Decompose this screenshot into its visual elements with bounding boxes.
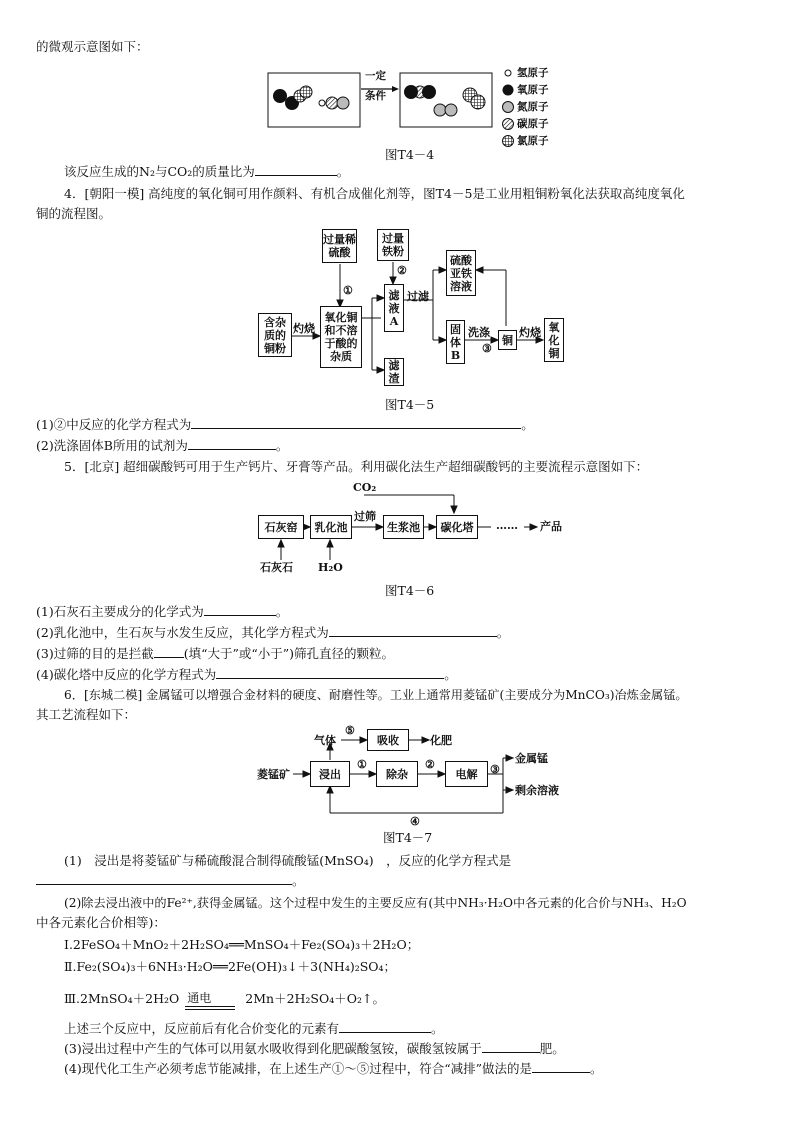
- box-excess-iron: 过量铁粉: [377, 229, 409, 261]
- equation-3: Ⅲ.2MnSO₄＋2H₂O 通电 2Mn＋2H₂SO₄＋O₂↑。: [64, 990, 385, 1008]
- box-raw-copper: 含杂质的铜粉: [258, 313, 292, 357]
- step-3: ③: [490, 763, 500, 776]
- label-ellipsis: ……: [496, 519, 518, 532]
- q6-stem-line-1: 6．[东城二模] 金属锰可以增强合金材料的硬度、耐磨性等。工业上通常用菱锰矿(主要成分为MnCO₃)冶炼金属锰。: [64, 688, 688, 702]
- label-gas: 气体: [314, 734, 336, 747]
- label-water: H₂O: [318, 561, 343, 574]
- q6-sub1-answer: 。: [36, 872, 305, 890]
- label-co2: CO₂: [353, 481, 377, 494]
- box-feso4-solution: 硫酸亚铁溶液: [446, 250, 476, 296]
- label-sieve: 过筛: [354, 510, 376, 523]
- arrow-label-bottom: 条件: [365, 90, 386, 102]
- label-burn-2: 灼烧: [519, 326, 541, 339]
- q6-sub2-question: 上述三个反应中，反应前后有化合价变化的元素有 。: [64, 1021, 444, 1036]
- figure-caption: 图T4－7: [383, 830, 433, 845]
- q6-sub3: (3)浸出过程中产生的气体可以用氨水吸收得到化肥碳酸氢铵，碳酸氢铵属于 肥。: [64, 1041, 565, 1056]
- box-slurry-tank: 生浆池: [383, 515, 424, 539]
- q6-sub1: (1) 浸出是将菱锰矿与稀硫酸混合制得硫酸锰(MnSO₄) ，反应的化学方程式是: [64, 853, 512, 868]
- step-1: ①: [343, 284, 353, 297]
- figure-caption: 图T4－6: [385, 583, 435, 598]
- step-3: ③: [482, 342, 492, 355]
- step-5: ⑤: [345, 724, 355, 737]
- step-4: ④: [410, 815, 420, 828]
- box-slaking-tank: 乳化池: [310, 515, 352, 539]
- box-carbonation-tower: 碳化塔: [436, 515, 478, 539]
- box-filtrate-a: 滤液A: [384, 284, 404, 332]
- label-ore: 菱锰矿: [257, 768, 290, 781]
- intro-line: 的微观示意图如下：: [36, 39, 149, 54]
- step-2: ②: [425, 758, 435, 771]
- arrow-label-top: 一定: [365, 70, 386, 82]
- answer-blank: [482, 1040, 540, 1053]
- box-absorb: 吸收: [367, 729, 409, 751]
- label-wash: 洗涤: [468, 326, 490, 339]
- box-lime-kiln: 石灰窑: [258, 515, 304, 539]
- legend-oxygen: 氧原子: [517, 84, 549, 96]
- legend-hydrogen: 氢原子: [517, 67, 549, 79]
- box-solid-b: 固体B: [446, 320, 465, 364]
- q6-sub2-line-1: (2)除去浸出液中的Fe²⁺,获得金属锰。这个过程中发生的主要反应有(其中NH₃·H₂O中各元素的化合价与NH₃、H₂O: [64, 896, 687, 910]
- q5-sub3: (3)过筛的目的是拦截 (填“大于”或“小于”)筛孔直径的颗粒。: [36, 646, 395, 661]
- q6-sub2-line-2: 中各元素化合价相等)：: [36, 915, 166, 930]
- q4-sub1: (1)②中反应的化学方程式为 。: [36, 417, 534, 432]
- label-burn: 灼烧: [293, 322, 315, 335]
- box-purify: 除杂: [376, 761, 418, 787]
- legend-nitrogen: 氮原子: [517, 101, 549, 113]
- label-fertilizer: 化肥: [430, 734, 452, 747]
- label-filter: 过滤: [407, 290, 429, 303]
- step-1: ①: [357, 758, 367, 771]
- figure-caption: 图T4－5: [385, 397, 435, 412]
- label-manganese: 金属锰: [515, 752, 548, 765]
- q5-sub4: (4)碳化塔中反应的化学方程式为 。: [36, 667, 457, 682]
- box-residue: 滤渣: [384, 358, 404, 386]
- q6-sub4: (4)现代化工生产必须考虑节能减排，在上述生产①～⑤过程中，符合“减排”做法的是 。: [64, 1061, 603, 1076]
- box-excess-acid: 过量稀硫酸: [322, 229, 357, 263]
- q5-sub1: (1)石灰石主要成分的化学式为 。: [36, 604, 289, 619]
- box-copper: 铜: [498, 330, 517, 350]
- label-product: 产品: [540, 520, 562, 533]
- legend-chlorine: 氯原子: [517, 135, 549, 147]
- step-2: ②: [397, 264, 407, 277]
- legend-carbon: 碳原子: [517, 118, 549, 130]
- answer-blank: [339, 1020, 431, 1033]
- q5-sub2: (2)乳化池中，生石灰与水发生反应，其化学方程式为 。: [36, 625, 510, 640]
- box-electrolysis: 电解: [445, 761, 488, 787]
- q6-stem-line-2: 其工艺流程如下：: [36, 707, 137, 722]
- answer-blank: [36, 872, 292, 885]
- q4-stem-line-1: 4．[朝阳一模] 高纯度的氧化铜可用作颜料、有机合成催化剂等，图T4－5是工业用粗铜粉氧化法获取高纯度氧化: [64, 186, 685, 201]
- box-cuo-mixture: 氧化铜和不溶于酸的杂质: [320, 306, 362, 368]
- q5-stem: 5．[北京] 超细碳酸钙可用于生产钙片、牙膏等产品。利用碳化法生产超细碳酸钙的主要流程示意图如下：: [64, 459, 649, 474]
- figure-caption: 图T4－4: [385, 147, 435, 162]
- equation-2: Ⅱ.Fe₂(SO₄)₃＋6NH₃·H₂O══2Fe(OH)₃↓＋3(NH₄)₂SO₄；: [64, 959, 397, 974]
- q4-sub2: (2)洗涤固体B所用的试剂为 。: [36, 438, 289, 453]
- answer-blank: [532, 1060, 590, 1073]
- box-leach: 浸出: [310, 761, 350, 787]
- label-remaining-solution: 剩余溶液: [515, 784, 559, 797]
- q3-ratio-line: 该反应生成的N₂与CO₂的质量比为 。: [64, 164, 350, 179]
- label-limestone: 石灰石: [260, 561, 293, 574]
- q4-stem-line-2: 铜的流程图。: [36, 206, 112, 221]
- equation-1: Ⅰ.2FeSO₄＋MnO₂＋2H₂SO₄══MnSO₄＋Fe₂(SO₄)₃＋2H₂O；: [64, 937, 420, 952]
- box-copper-oxide: 氧化铜: [544, 318, 564, 362]
